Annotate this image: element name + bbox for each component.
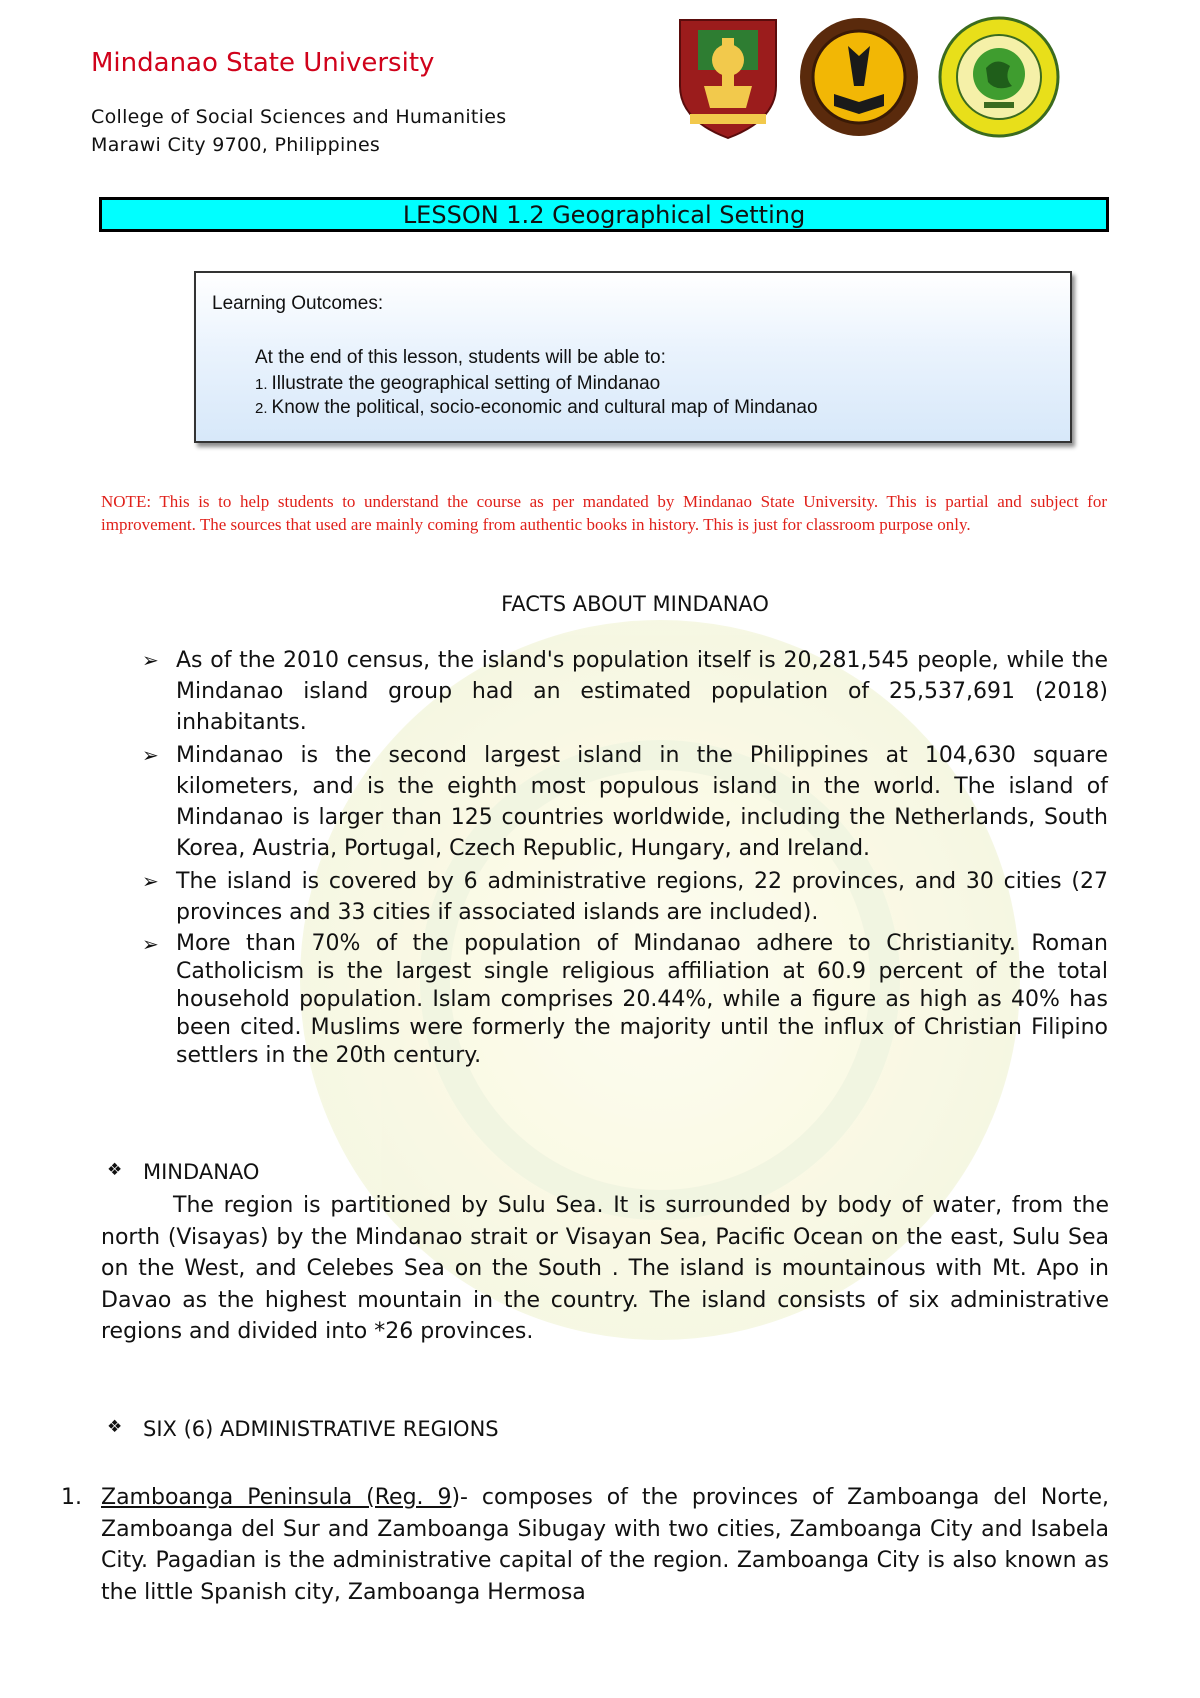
fact-text: Mindanao is the second largest island in the Philippines at 104,630 square kilometers, and is the eighth most populous island in the world. The island of Mindanao is larger than 125 countries worldwide, including the Netherlands, South Korea, Austria, Portugal, Czech Republic, Hungary, and Ireland. <box>176 743 1108 861</box>
list-item <box>138 930 1108 1070</box>
list-item <box>61 1482 1109 1608</box>
section-heading-text: MINDANAO <box>143 1160 260 1184</box>
outcome-text: Illustrate the geographical setting of Mindanao <box>271 373 661 394</box>
note-paragraph: NOTE: This is to help students to understand the course as per mandated by Mindanao State University. This is partial and subject for improvement. The sources that used are mainly coming from authentic books in history. This is just for classroom purpose only. <box>101 492 1107 534</box>
department-of-history-seal-logo <box>938 16 1060 138</box>
arrow-bullet-icon: ➢ <box>142 869 159 893</box>
address: Marawi City 9700, Philippines <box>91 134 381 156</box>
learning-outcomes-list <box>255 373 818 421</box>
fact-text: As of the 2010 census, the island's population itself is 20,281,545 people, while the Mindanao island group had an estimated population of 25,537,691 (2018) inhabitants. <box>176 648 1108 735</box>
section-heading <box>101 1417 1109 1441</box>
lesson-title-box <box>99 197 1109 232</box>
outcome-text: Know the political, socio-economic and cultural map of Mindanao <box>271 397 818 418</box>
arrow-bullet-icon: ➢ <box>142 932 159 956</box>
list-item: 2. Know the political, socio-economic and cultural map of Mindanao <box>255 397 818 418</box>
cssh-seal-logo <box>798 16 920 138</box>
college-name: College of Social Sciences and Humanities <box>91 106 507 128</box>
arrow-bullet-icon: ➢ <box>142 648 159 672</box>
fact-text: More than 70% of the population of Mindanao adhere to Christianity. Roman Catholicism is the largest single religious affiliation at 60.9 percent of the total household population. Islam comprises 20.44%, while a figure as high as 40% has been cited. Muslims were formerly the majority until the influx of Christian Filipino settlers in the 20th century. <box>176 931 1108 1068</box>
region-name: Zamboanga Peninsula (Reg. 9 <box>101 1485 452 1510</box>
mindanao-section <box>101 1160 1109 1348</box>
paragraph-text: The region is partitioned by Sulu Sea. It is surrounded by body of water, from the north (Visayas) by the Mindanao strait or Visayan Sea, Pacific Ocean on the east, Sulu Sea on the West, and Celebes Sea on the South . The island is mountainous with Mt. Apo in Davao as the highest mountain in the country. The island consists of six administrative regions and divided into *26 provinces. <box>101 1193 1109 1344</box>
section-heading-text: SIX (6) ADMINISTRATIVE REGIONS <box>143 1417 499 1441</box>
learning-outcomes-title: Learning Outcomes: <box>212 293 384 314</box>
list-item <box>138 866 1108 928</box>
fact-text: The island is covered by 6 administrative regions, 22 provinces, and 30 cities (27 provinces and 33 cities if associated islands are included). <box>176 869 1108 925</box>
mindanao-paragraph <box>101 1190 1109 1348</box>
facts-list <box>138 645 1108 1072</box>
section-heading <box>101 1160 1109 1184</box>
arrow-bullet-icon: ➢ <box>142 743 159 767</box>
regions-section <box>101 1417 1109 1441</box>
list-item <box>138 645 1108 738</box>
regions-list <box>61 1482 1109 1608</box>
diamond-bullet-icon: ❖ <box>107 1417 123 1437</box>
learning-outcomes-intro: At the end of this lesson, students will be able to: <box>255 347 666 368</box>
list-item <box>138 740 1108 864</box>
header <box>91 48 506 162</box>
list-item: 1. Illustrate the geographical setting of Mindanao <box>255 373 661 394</box>
region-description: )- composes of the provinces of Zamboanga del Norte, Zamboanga del Sur and Zamboanga Sibugay with two cities, Zamboanga City and Isabela City. Pagadian is the administrative capital of the region. Zamboanga City is also known as the little Spanish city, Zamboanga Hermosa <box>101 1485 1109 1605</box>
region-number: 1. <box>61 1485 82 1510</box>
facts-heading: FACTS ABOUT MINDANAO <box>501 592 769 616</box>
msu-seal-logo <box>676 16 780 140</box>
learning-outcomes-box <box>194 271 1072 443</box>
lesson-title: LESSON 1.2 Geographical Setting <box>402 201 806 229</box>
diamond-bullet-icon: ❖ <box>107 1160 123 1180</box>
logo-row <box>676 16 1060 140</box>
university-name: Mindanao State University <box>91 48 435 78</box>
